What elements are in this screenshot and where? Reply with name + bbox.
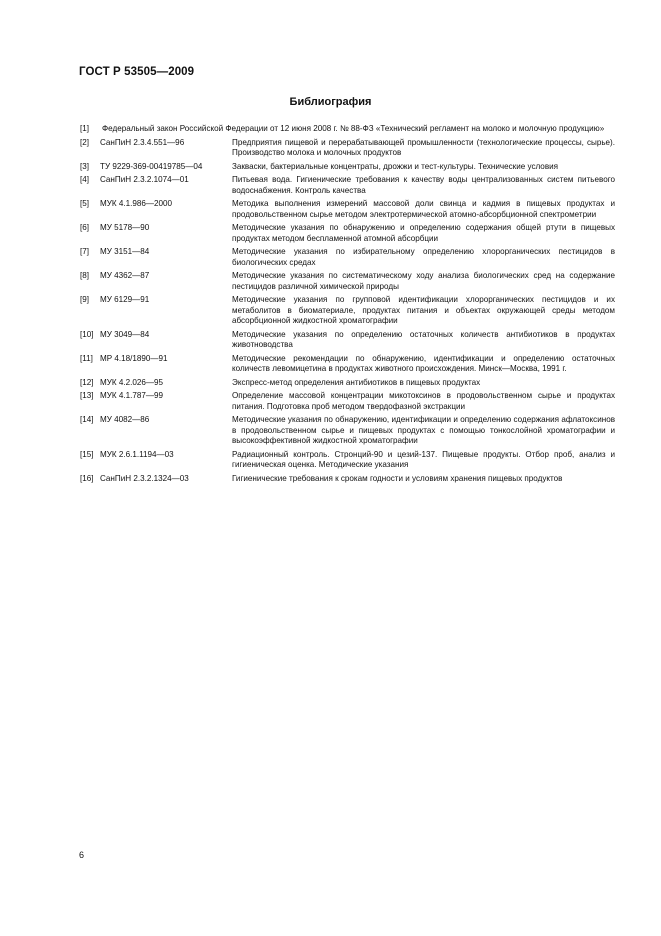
entry-number: [4] bbox=[80, 175, 89, 184]
section-title: Библиография bbox=[289, 96, 372, 108]
entry-description: Методические указания по групповой идентификации хлорорганических пестицидов и их метаболитов в биоматериале, продуктах питания и объектах окружающей среды методом абсорбционной жидкостной хроматографии bbox=[232, 295, 615, 325]
bibliography-entry bbox=[80, 223, 615, 244]
bibliography-entry bbox=[80, 450, 615, 471]
entry-description: Экспресс-метод определения антибиотиков в пищевых продуктах bbox=[232, 377, 481, 387]
bibliography-entry bbox=[80, 271, 615, 292]
entry-description: Методические указания по обнаружению и определению содержания общей ртути в пищевых продуктах методом беспламенной атомной абсорбции bbox=[232, 223, 615, 243]
entry-description: Методические указания по систематическому ходу анализа биологических сред на содержание пестицидов различной химической природы bbox=[232, 271, 615, 291]
bibliography-entry bbox=[80, 162, 615, 173]
entry-code: МУ 4362—87 bbox=[100, 271, 150, 280]
entry-code: СанПиН 2.3.2.1074—01 bbox=[100, 175, 189, 184]
entry-code: СанПиН 2.3.4.551—96 bbox=[100, 137, 185, 147]
entry-code: МУ 5178—90 bbox=[100, 223, 150, 232]
entry-number: [8] bbox=[80, 271, 89, 280]
entry-code: МУ 3049—84 bbox=[100, 329, 150, 339]
entry-description: Радиационный контроль. Стронций-90 и цезий-137. Пищевые продукты. Отбор проб, анализ и гигиеническая оценка. Методические указания bbox=[232, 449, 615, 469]
entry-description: Методические указания по обнаружению, идентификации и определению содержания афлатоксинов в продовольственном сырье и пищевых продуктах с помощью тонкослойной хроматографии и высокоэффективной жидкостной хроматографии bbox=[232, 415, 615, 445]
entry-number: [16] bbox=[80, 473, 94, 483]
bibliography-entry bbox=[80, 391, 615, 412]
bibliography-entry bbox=[80, 354, 615, 375]
bibliography-entry bbox=[80, 247, 615, 268]
entry-number: [1] bbox=[80, 124, 89, 133]
entry-code: МУК 4.2.026—95 bbox=[100, 377, 163, 387]
entry-description: Методические указания по определению остаточных количеств антибиотиков в продуктах животноводства bbox=[232, 329, 615, 349]
entry-description: Определение массовой концентрации микотоксинов в продовольственном сырье и продуктах питания. Подготовка проб методом твердофазной экстракции bbox=[232, 391, 615, 411]
entry-number: [13] bbox=[80, 391, 94, 400]
entry-number: [7] bbox=[80, 247, 89, 256]
entry-code: МУК 4.1.986—2000 bbox=[100, 199, 172, 208]
entry-number: [12] bbox=[80, 377, 94, 387]
entry-description: Федеральный закон Российской Федерации от 12 июня 2008 г. № 88-ФЗ «Технический регламент на молоко и молочную продукцию» bbox=[102, 124, 605, 133]
entry-number: [11] bbox=[80, 353, 93, 363]
entry-description: Гигиенические требования к срокам годности и условиям хранения пищевых продуктов bbox=[232, 473, 563, 483]
entry-number: [15] bbox=[80, 449, 94, 459]
entry-code: МУ 4082—86 bbox=[100, 415, 150, 424]
entry-number: [3] bbox=[80, 161, 89, 171]
entry-description: Методические рекомендации по обнаружению, идентификации и определению остаточных количеств левомицетина в продуктах животного происхождения. Минск—Москва, 1991 г. bbox=[232, 353, 615, 373]
bibliography-entry bbox=[80, 330, 615, 351]
entry-code: МУК 2.6.1.1194—03 bbox=[100, 449, 174, 459]
entry-description: Закваски, бактериальные концентраты, дрожжи и тест-культуры. Технические условия bbox=[232, 161, 559, 171]
entry-code: ТУ 9229-369-00419785—04 bbox=[100, 161, 203, 171]
bibliography-list bbox=[80, 124, 615, 487]
entry-code: МУ 6129—91 bbox=[100, 295, 150, 304]
entry-code: МУ 3151—84 bbox=[100, 247, 150, 256]
entry-number: [5] bbox=[80, 199, 89, 208]
entry-number: [2] bbox=[80, 137, 89, 147]
bibliography-entry bbox=[80, 474, 615, 485]
entry-number: [10] bbox=[80, 329, 94, 339]
bibliography-entry bbox=[80, 199, 615, 220]
entry-number: [14] bbox=[80, 415, 94, 424]
bibliography-entry bbox=[80, 295, 615, 327]
entry-code: СанПиН 2.3.2.1324—03 bbox=[100, 473, 189, 483]
entry-description: Предприятия пищевой и перерабатывающей промышленности (технологические процессы, сырье). Производство молока и молочных продуктов bbox=[232, 137, 615, 157]
entry-code: МР 4.18/1890—91 bbox=[100, 353, 168, 363]
document-header: ГОСТ Р 53505—2009 bbox=[79, 66, 195, 78]
entry-description: Питьевая вода. Гигиенические требования к качеству воды централизованных систем питьевого водоснабжения. Контроль качества bbox=[232, 175, 615, 195]
bibliography-entry bbox=[80, 415, 615, 447]
entry-number: [9] bbox=[80, 295, 89, 304]
page-number: 6 bbox=[79, 850, 85, 860]
bibliography-entry bbox=[80, 378, 615, 389]
bibliography-entry bbox=[80, 138, 615, 159]
entry-code: МУК 4.1.787—99 bbox=[100, 391, 163, 400]
bibliography-entry bbox=[80, 175, 615, 196]
entry-description: Методические указания по избирательному определению хлорорганических пестицидов в биологических средах bbox=[232, 247, 615, 267]
entry-number: [6] bbox=[80, 223, 89, 232]
bibliography-entry bbox=[80, 124, 615, 135]
entry-description: Методика выполнения измерений массовой доли свинца и кадмия в пищевых продуктах и продовольственном сырье методом электротермической атомно-абсорбционной спектрометрии bbox=[232, 199, 615, 219]
